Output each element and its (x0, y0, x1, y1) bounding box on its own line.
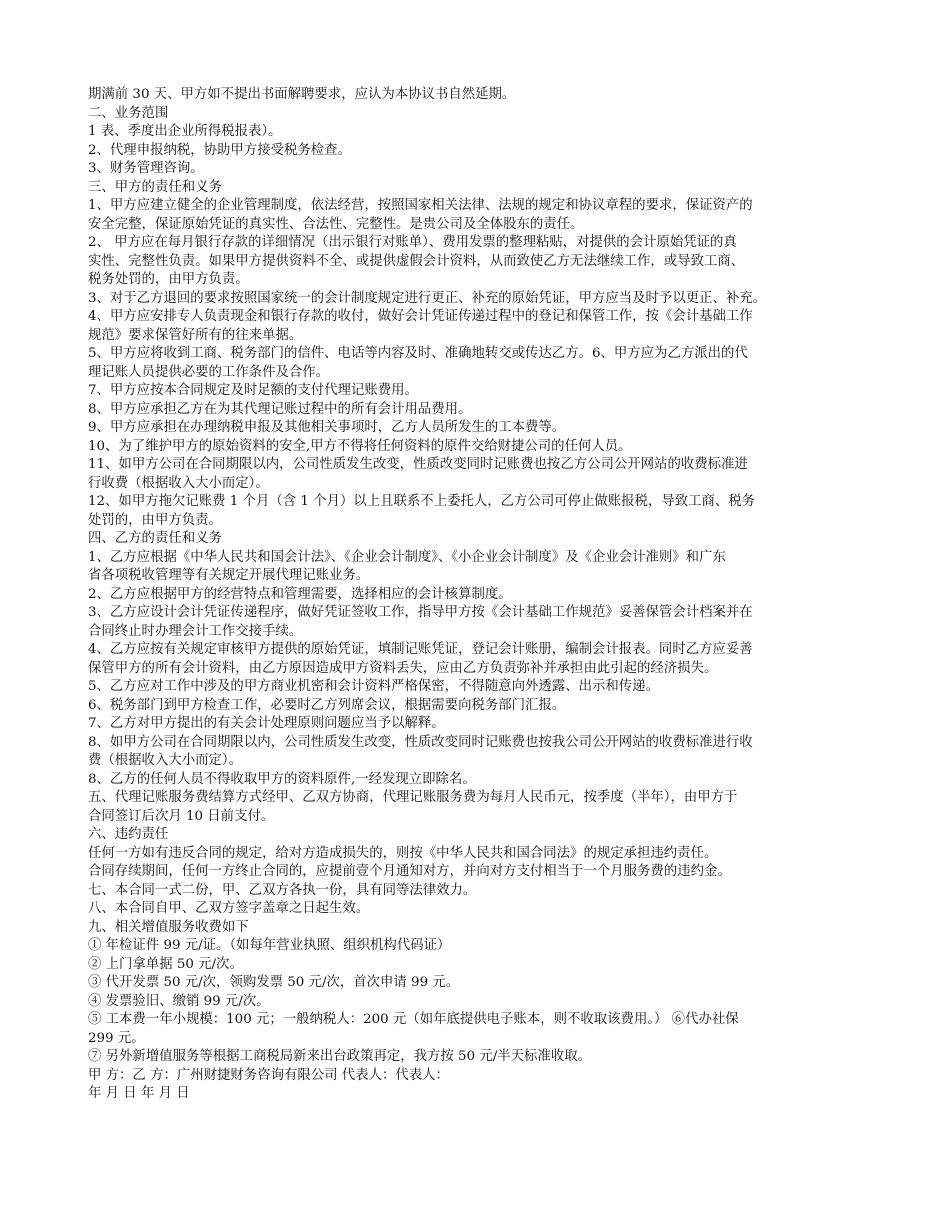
document-line: 9、甲方应承担在办理纳税申报及其他相关事项时，乙方人员所发生的工本费等。 (88, 420, 566, 435)
document-line: 1 表、季度出企业所得税报表）。 (88, 124, 282, 139)
document-line: ⑤ 工本费一年小规模：100 元；一般纳税人：200 元（如年底提供电子账本，则不收取该费用。） ⑥代办社保 (88, 1012, 739, 1027)
document-line: ③ 代开发票 50 元/次，领购发票 50 元/次，首次申请 99 元。 (88, 975, 460, 990)
document-line: 2、 甲方应在每月银行存款的详细情况（出示银行对账单）、费用发票的整理粘贴，对提供的会计原始凭证的真 (88, 235, 737, 250)
document-line: 8、如甲方公司在合同期限以内，公司性质发生改变，性质改变同时记账费也按我公司公开网站的收费标准进行收 (88, 734, 753, 750)
document-line: 5、甲方应将收到工商、税务部门的信件、电话等内容及时、准确地转交或传达乙方。6、甲方应为乙方派出的代 (88, 346, 748, 361)
document-line: 3、乙方应设计会计凭证传递程序，做好凭证签收工作，指导甲方按《会计基础工作规范》妥善保管会计档案并在 (88, 605, 753, 620)
document-line: 合同终止时办理会计工作交接手续。 (88, 623, 303, 639)
document-line: 8、乙方的任何人员不得收取甲方的资料原件,一经发现立即除名。 (88, 771, 476, 787)
document-line: 四、乙方的责任和义务 (88, 531, 222, 546)
document-line: 八、本合同自甲、乙双方签字盖章之日起生效。 (88, 901, 370, 916)
document-line: 期满前 30 天、甲方如不提出书面解聘要求，应认为本协议书自然延期。 (88, 87, 516, 102)
document-line: 六、违约责任 (88, 827, 169, 842)
document-line: 省各项税收管理等有关规定开展代理记账业务。 (88, 568, 370, 583)
document-line: 合同存续期间，任何一方终止合同的，应提前壹个月通知对方，并向对方支付相当于一个月服务费的违约金。 (88, 864, 731, 879)
document-line: 理记账人员提供必要的工作条件及合作。 (88, 364, 330, 380)
document-line: ⑦ 另外新增值服务等根据工商税局新来出台政策再定，我方按 50 元/半天标准收取。 (88, 1049, 591, 1064)
document-line: 7、乙方对甲方提出的有关会计处理原则问题应当予以解释。 (88, 716, 445, 731)
document-line: 任何一方如有违反合同的规定，给对方造成损失的，则按《中华人民共和国合同法》的规定承担违约责任。 (88, 845, 718, 861)
document-line: 2、乙方应根据甲方的经营特点和管理需要，选择相应的会计核算制度。 (88, 586, 512, 602)
document-line: 保管甲方的所有会计资料，由乙方原因造成甲方资料丢失，应由乙方负责弥补并承担由此引起的经济损失。 (88, 660, 718, 676)
document-line: 三、甲方的责任和义务 (88, 179, 222, 195)
document-line: 2、代理申报纳税，协助甲方接受税务检查。 (88, 142, 351, 158)
document-line: 行收费（根据收入大小而定）。 (88, 475, 269, 491)
document-line: 8、甲方应承担乙方在为其代理记账过程中的所有会计用品费用。 (88, 401, 472, 417)
document-line: 12、如甲方拖欠记账费 1 个月（含 1 个月）以上且联系不上委托人，乙方公司可停止做账报税，导致工商、税务 (88, 494, 756, 509)
document-line: ① 年检证件 99 元/证。（如每年营业执照、组织机构代码证） (88, 938, 451, 953)
document-line: 4、乙方应按有关规定审核甲方提供的原始凭证，填制记账凭证，登记会计账册，编制会计报表。同时乙方应妥善 (88, 642, 753, 657)
document-line: 7、甲方应按本合同规定及时足额的支付代理记账费用。 (88, 383, 418, 398)
document-line: 合同签订后次月 10 日前支付。 (88, 808, 275, 824)
document-line: 安全完整，保证原始凭证的真实性、合法性、完整性。是贵公司及全体股东的责任。 (88, 216, 584, 232)
document-line: 11、如甲方公司在合同期限以内，公司性质发生改变，性质改变同时记账费也按乙方公司公开网站的收费标准进 (88, 457, 748, 472)
document-line: 实性、完整性负责。如果甲方提供资料不全、或提供虚假会计资料，从而致使乙方无法继续工作，或导致工商、 (88, 253, 745, 269)
document-line: 七、本合同一式二份，甲、乙双方各执一份，具有同等法律效力。 (88, 882, 477, 898)
document-line: 1、乙方应根据《中华人民共和国会计法》、《企业会计制度》、《小企业会计制度》及《企业会计准则》和广东 (88, 549, 726, 565)
document-line: 五、代理记账服务费结算方式经甲、乙双方协商，代理记账服务费为每月人民币元，按季度（半年），由甲方于 (88, 790, 738, 805)
document-line: 299 元。 (88, 1030, 145, 1046)
document-line: 甲 方：乙 方：广州财捷财务咨询有限公司 代表人：代表人： (88, 1067, 449, 1083)
document-line: 二、业务范围 (88, 105, 169, 121)
document-line: ② 上门拿单据 50 元/次。 (88, 956, 243, 972)
document-line: 10、为了维护甲方的原始资料的安全,甲方不得将任何资料的原件交给财捷公司的任何人员。 (88, 438, 632, 454)
document-line: 处罚的，由甲方负责。 (88, 512, 222, 528)
document-line: 税务处罚的，由甲方负责。 (88, 272, 249, 287)
document-line: ④ 发票验旧、缴销 99 元/次。 (88, 993, 270, 1009)
document-line: 4、甲方应安排专人负责现金和银行存款的收付，做好会计凭证传递过程中的登记和保管工作，按《会计基础工作 (88, 309, 753, 324)
document-line: 3、对于乙方退回的要求按照国家统一的会计制度规定进行更正、补充的原始凭证，甲方应当及时予以更正、补充。 (88, 290, 767, 306)
document-line: 年 月 日 年 月 日 (88, 1086, 190, 1101)
document-line: 1、甲方应建立健全的企业管理制度，依法经营，按照国家相关法律、法规的规定和协议章程的要求，保证资产的 (88, 198, 753, 213)
document-line: 6、税务部门到甲方检查工作，必要时乙方列席会议，根据需要向税务部门汇报。 (88, 697, 566, 713)
contract-page (88, 86, 868, 1104)
document-line: 费（根据收入大小而定）。 (88, 753, 242, 768)
document-line: 规范》要求保管好所有的往来单据。 (88, 327, 303, 343)
document-line: 九、相关增值服务收费如下 (88, 919, 249, 935)
document-line: 5、乙方应对工作中涉及的甲方商业机密和会计资料严格保密，不得随意向外透露、出示和传递。 (88, 679, 659, 694)
document-line: 3、财务管理咨询。 (88, 161, 204, 176)
